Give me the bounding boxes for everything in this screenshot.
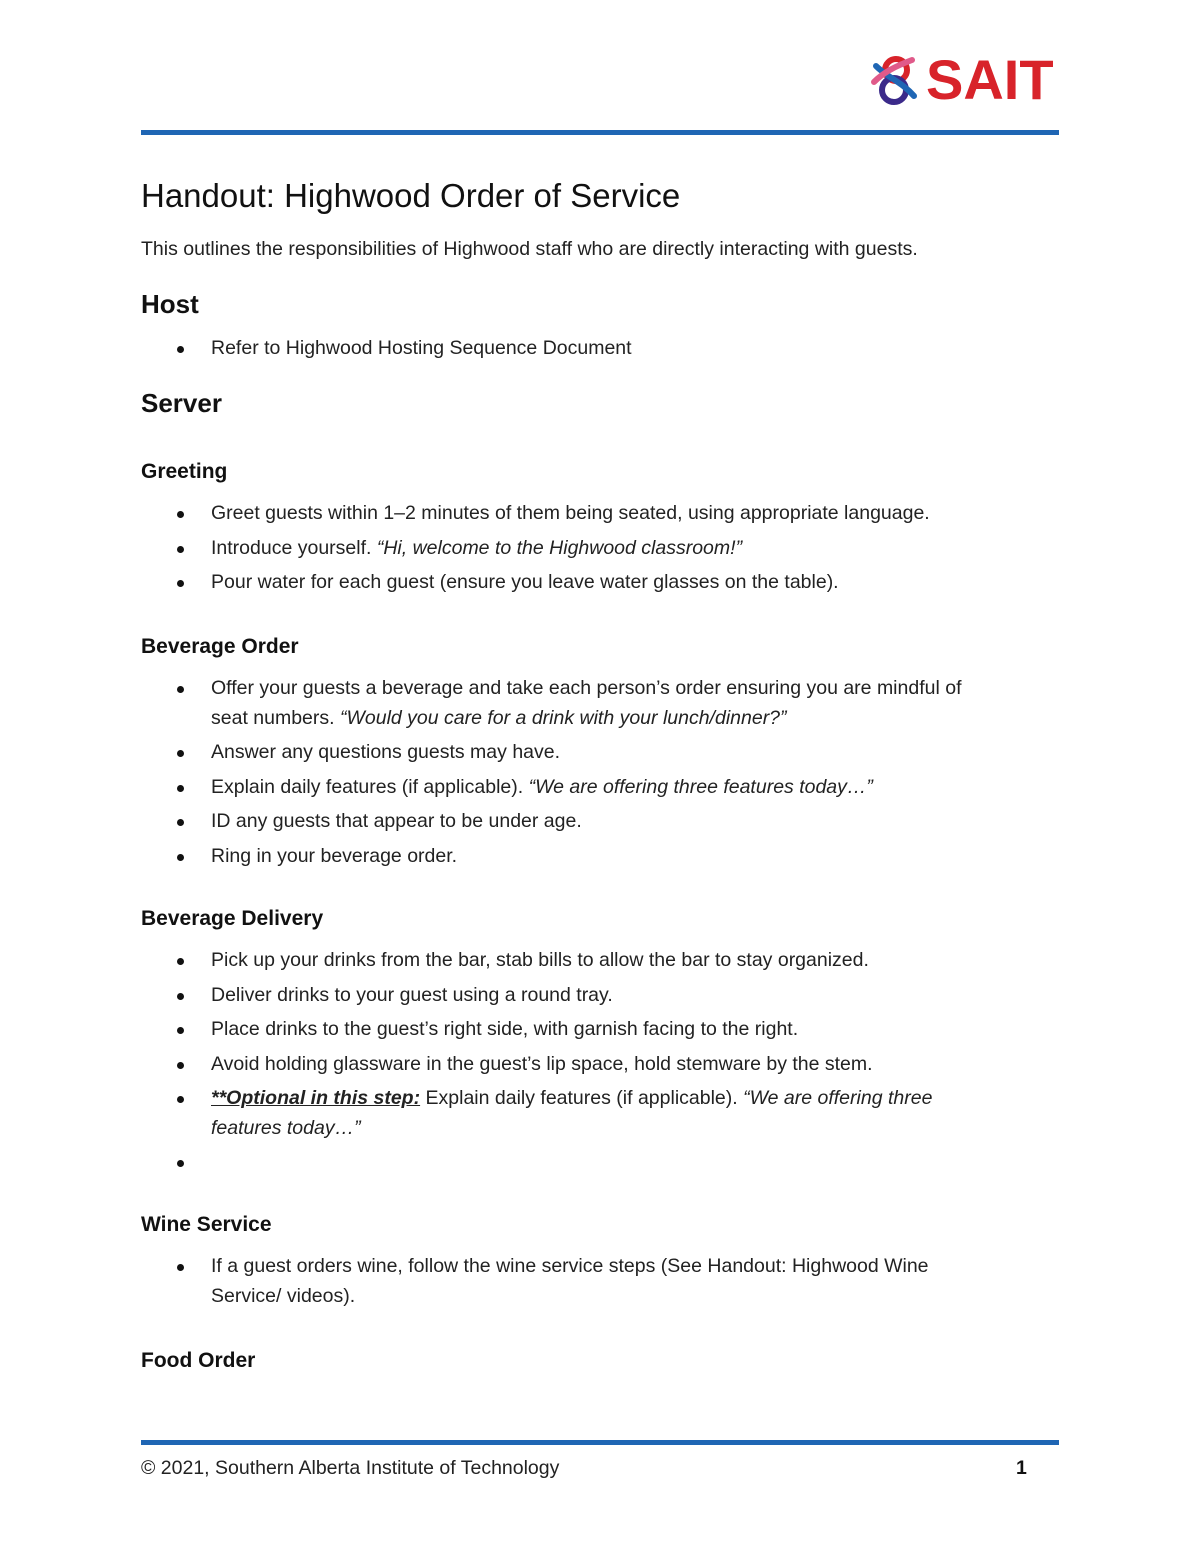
bullet-icon — [177, 1062, 184, 1069]
subheading-beverage-order: Beverage Order — [141, 635, 299, 658]
bullet-icon — [177, 750, 184, 757]
bullet-icon — [177, 1264, 184, 1271]
subheading-food-order: Food Order — [141, 1349, 256, 1372]
greeting-list — [141, 499, 1041, 603]
section-heading-server: Server — [141, 388, 222, 418]
list-item: Offer your guests a beverage and take each person’s order ensuring you are mindful of seat numbers. “Would you care for a drink with your lunch/dinner?” — [141, 674, 1041, 733]
bullet-icon — [177, 511, 184, 518]
bullet-icon — [177, 993, 184, 1000]
sait-logo — [866, 48, 1066, 111]
bullet-icon — [177, 819, 184, 826]
list-item-empty — [141, 1148, 1041, 1178]
intro-paragraph: This outlines the responsibilities of Highwood staff who are directly interacting with guests. — [141, 238, 918, 260]
subheading-greeting: Greeting — [141, 460, 228, 483]
sait-logo-wordmark: SAIT — [926, 48, 1054, 111]
list-item: Explain daily features (if applicable). “We are offering three features today…” — [141, 773, 1041, 803]
footer-rule — [141, 1440, 1059, 1445]
list-item: Pour water for each guest (ensure you leave water glasses on the table). — [141, 568, 1041, 598]
bullet-icon — [177, 546, 184, 553]
bullet-icon — [177, 854, 184, 861]
footer-copyright: © 2021, Southern Alberta Institute of Technology — [141, 1457, 560, 1479]
list-item: Deliver drinks to your guest using a round tray. — [141, 981, 1041, 1011]
section-heading-host: Host — [141, 289, 199, 319]
bullet-icon — [177, 1096, 184, 1103]
page-title: Handout: Highwood Order of Service — [141, 177, 681, 214]
header-rule — [141, 130, 1059, 135]
bullet-icon — [177, 580, 184, 587]
bullet-icon — [177, 958, 184, 965]
list-item: Introduce yourself. “Hi, welcome to the Highwood classroom!” — [141, 534, 1041, 564]
optional-step-label: **Optional in this step: — [211, 1087, 421, 1109]
list-item: Answer any questions guests may have. — [141, 738, 1041, 768]
list-item: Greet guests within 1–2 minutes of them being seated, using appropriate language. — [141, 499, 1041, 529]
subheading-wine-service: Wine Service — [141, 1213, 272, 1236]
page-number: 1 — [1016, 1457, 1027, 1479]
list-item: Pick up your drinks from the bar, stab bills to allow the bar to stay organized. — [141, 946, 1041, 976]
sait-logo-mark-icon — [866, 52, 922, 108]
subheading-beverage-delivery: Beverage Delivery — [141, 907, 324, 930]
list-item: Avoid holding glassware in the guest’s lip space, hold stemware by the stem. — [141, 1050, 1041, 1080]
list-item: ID any guests that appear to be under age. — [141, 807, 1041, 837]
bullet-icon — [177, 1160, 184, 1167]
list-item: Refer to Highwood Hosting Sequence Document — [141, 334, 1041, 364]
bullet-icon — [177, 785, 184, 792]
beverage-delivery-list — [141, 946, 1041, 1183]
bullet-icon — [177, 346, 184, 353]
list-item: **Optional in this step: Explain daily features (if applicable). “We are offering three features today…” — [141, 1084, 1041, 1143]
bullet-icon — [177, 1027, 184, 1034]
list-item: Ring in your beverage order. — [141, 842, 1041, 872]
list-item: Place drinks to the guest’s right side, with garnish facing to the right. — [141, 1015, 1041, 1045]
wine-service-list — [141, 1252, 1041, 1316]
host-list — [141, 334, 1041, 369]
beverage-order-list — [141, 674, 1041, 876]
bullet-icon — [177, 686, 184, 693]
list-item: If a guest orders wine, follow the wine service steps (See Handout: Highwood Wine Service/ videos). — [141, 1252, 1041, 1311]
